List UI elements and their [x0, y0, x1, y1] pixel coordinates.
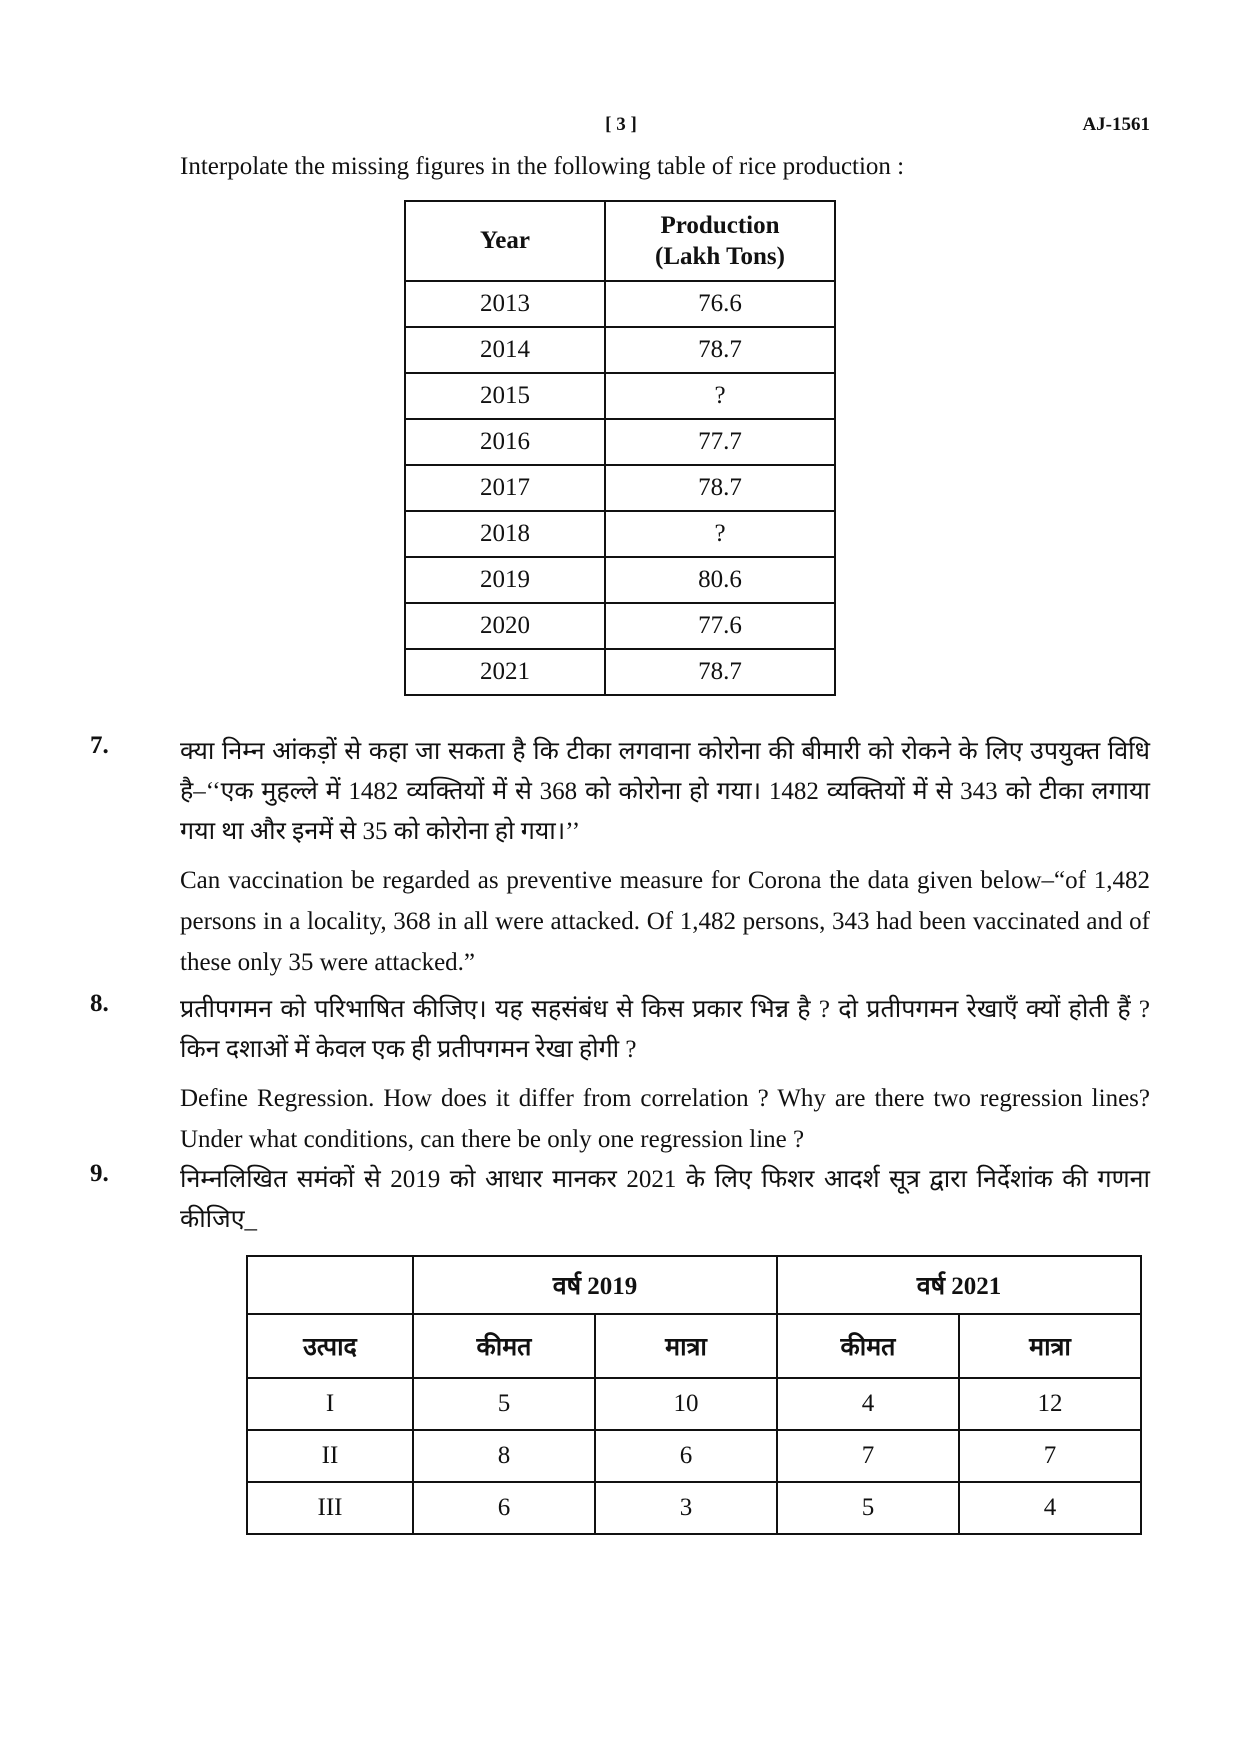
table-row: [247, 1482, 1141, 1534]
column-header-row: [247, 1314, 1141, 1378]
production-cell: 80.6: [605, 557, 835, 603]
table-row: [405, 557, 835, 603]
year-2021-header: वर्ष 2021: [777, 1256, 1141, 1314]
question-text-hindi: प्रतीपगमन को परिभाषित कीजिए। यह सहसंबंध से किस प्रकार भिन्न है ? दो प्रतीपगमन रेखाएँ क्यों होती हैं ? किन दशाओं में केवल एक ही प्रतीपगमन रेखा होगी ?: [180, 996, 1150, 1063]
table-row: [405, 373, 835, 419]
table-row: [405, 327, 835, 373]
quantity-cell: 3: [595, 1482, 777, 1534]
price-cell: 8: [413, 1430, 595, 1482]
table-row: [405, 649, 835, 695]
year-cell: 2013: [405, 281, 605, 327]
question-8: [90, 990, 1150, 1168]
table-row: [247, 1430, 1141, 1482]
question-number: 8.: [90, 990, 109, 1017]
year-column-header: Year: [405, 201, 605, 281]
year-cell: 2018: [405, 511, 605, 557]
page-number: [ 3 ]: [605, 114, 637, 135]
product-cell: III: [247, 1482, 413, 1534]
question-intro-text: Interpolate the missing figures in the following table of rice production :: [180, 153, 905, 180]
production-cell: 78.7: [605, 327, 835, 373]
price-cell: 5: [413, 1378, 595, 1430]
rice-production-table: [404, 200, 836, 696]
question-number: 9.: [90, 1160, 109, 1187]
production-column-header: Production (Lakh Tons): [605, 201, 835, 281]
year-cell: 2016: [405, 419, 605, 465]
quantity-cell: 12: [959, 1378, 1141, 1430]
year-cell: 2021: [405, 649, 605, 695]
production-cell: 76.6: [605, 281, 835, 327]
table-row: [405, 281, 835, 327]
year-cell: 2014: [405, 327, 605, 373]
production-cell: 77.7: [605, 419, 835, 465]
year-cell: 2019: [405, 557, 605, 603]
year-cell: 2020: [405, 603, 605, 649]
year-2019-header: वर्ष 2019: [413, 1256, 777, 1314]
price-cell: 7: [777, 1430, 959, 1482]
price-quantity-table: [246, 1255, 1142, 1535]
quantity-cell: 10: [595, 1378, 777, 1430]
quantity-column-header: मात्रा: [595, 1314, 777, 1378]
table-header-row: [405, 201, 835, 281]
question-text-english: Define Regression. How does it differ from correlation ? Why are there two regression lines? Under what conditions, can there be only one regression line ?: [180, 1085, 1150, 1153]
quantity-cell: 6: [595, 1430, 777, 1482]
table-row: [405, 511, 835, 557]
production-cell: 77.6: [605, 603, 835, 649]
production-cell: ?: [605, 511, 835, 557]
year-header-row: [247, 1256, 1141, 1314]
quantity-cell: 7: [959, 1430, 1141, 1482]
production-cell: ?: [605, 373, 835, 419]
paper-code: AJ-1561: [1082, 114, 1150, 135]
question-text-english: Can vaccination be regarded as preventive measure for Corona the data given below–“of 1,482 persons in a locality, 368 in all were attacked. Of 1,482 persons, 343 had been vaccinated and of these only 35 were attacked.”: [180, 867, 1150, 976]
year-cell: 2017: [405, 465, 605, 511]
question-9: [90, 1160, 1150, 1248]
production-cell: 78.7: [605, 465, 835, 511]
product-column-header: उत्पाद: [247, 1314, 413, 1378]
question-7: [90, 732, 1150, 991]
price-cell: 4: [777, 1378, 959, 1430]
production-cell: 78.7: [605, 649, 835, 695]
table-row: [405, 603, 835, 649]
price-column-header: कीमत: [413, 1314, 595, 1378]
price-cell: 6: [413, 1482, 595, 1534]
product-cell: II: [247, 1430, 413, 1482]
table-row: [405, 419, 835, 465]
price-column-header: कीमत: [777, 1314, 959, 1378]
quantity-column-header: मात्रा: [959, 1314, 1141, 1378]
question-text-hindi: क्या निम्न आंकड़ों से कहा जा सकता है कि टीका लगवाना कोरोना की बीमारी को रोकने के लिए उपयुक्त विधि है–‘‘एक मुहल्ले में 1482 व्यक्तियों में से 368 को कोरोना हो गया। 1482 व्यक्तियों में से 343 को टीका लगाया गया था और इनमें से 35 को कोरोना हो गया।’’: [180, 738, 1150, 845]
question-number: 7.: [90, 732, 109, 759]
empty-header-cell: [247, 1256, 413, 1314]
price-cell: 5: [777, 1482, 959, 1534]
table-row: [247, 1378, 1141, 1430]
year-cell: 2015: [405, 373, 605, 419]
product-cell: I: [247, 1378, 413, 1430]
quantity-cell: 4: [959, 1482, 1141, 1534]
question-text-hindi: निम्नलिखित समंकों से 2019 को आधार मानकर 2021 के लिए फिशर आदर्श सूत्र द्वारा निर्देशांक की गणना कीजिए_: [180, 1166, 1150, 1233]
table-row: [405, 465, 835, 511]
